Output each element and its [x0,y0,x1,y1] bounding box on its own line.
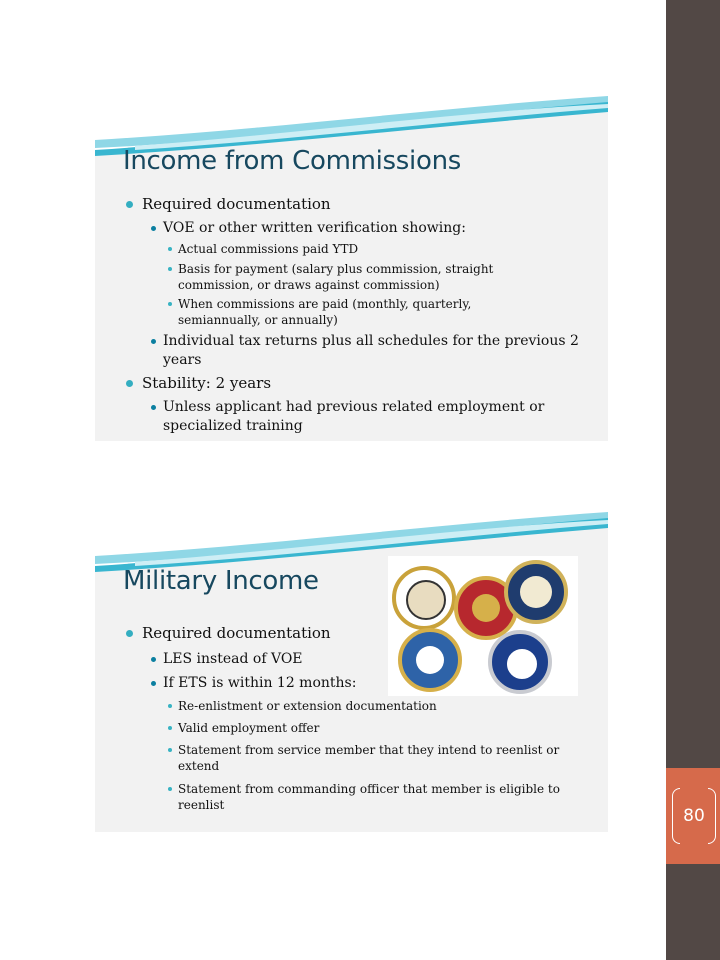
slide-military-income [95,512,608,832]
bullet-list [95,512,608,832]
bullet-item: VOE or other written verification showing: [163,219,590,238]
bullet-item: Stability: 2 years [142,374,590,393]
bullet-item: Re-enlistment or extension documentation [178,698,590,714]
bullet-item: Actual commissions paid YTD [178,241,590,257]
bullet-item: When commissions are paid (monthly, quarterly, semiannually, or annually) [178,296,508,328]
page-number-frame [672,788,716,844]
bullet-item: Required documentation [142,624,590,643]
bullet-item: Required documentation [142,195,590,214]
bullet-item: Statement from commanding officer that member is eligible to reenlist [178,781,578,813]
bullet-list [95,96,608,441]
slide-title: Income from Commissions [123,146,461,176]
page-number: 80 [683,806,705,826]
bullet-item: LES instead of VOE [163,650,590,669]
bullet-item: Valid employment offer [178,720,590,736]
bullet-item: Statement from service member that they intend to reenlist or extend [178,742,588,774]
left-bracket-icon [672,788,680,844]
bullet-item: Unless applicant had previous related employment or specialized training [163,398,578,436]
bullet-item: If ETS is within 12 months: [163,674,590,693]
bullet-item: Individual tax returns plus all schedules for the previous 2 years [163,332,588,370]
bullet-item: Basis for payment (salary plus commission, straight commission, or draws against commission) [178,261,518,293]
slide-income-from-commissions [95,96,608,441]
slide-title: Military Income [123,566,319,596]
right-bracket-icon [708,788,716,844]
